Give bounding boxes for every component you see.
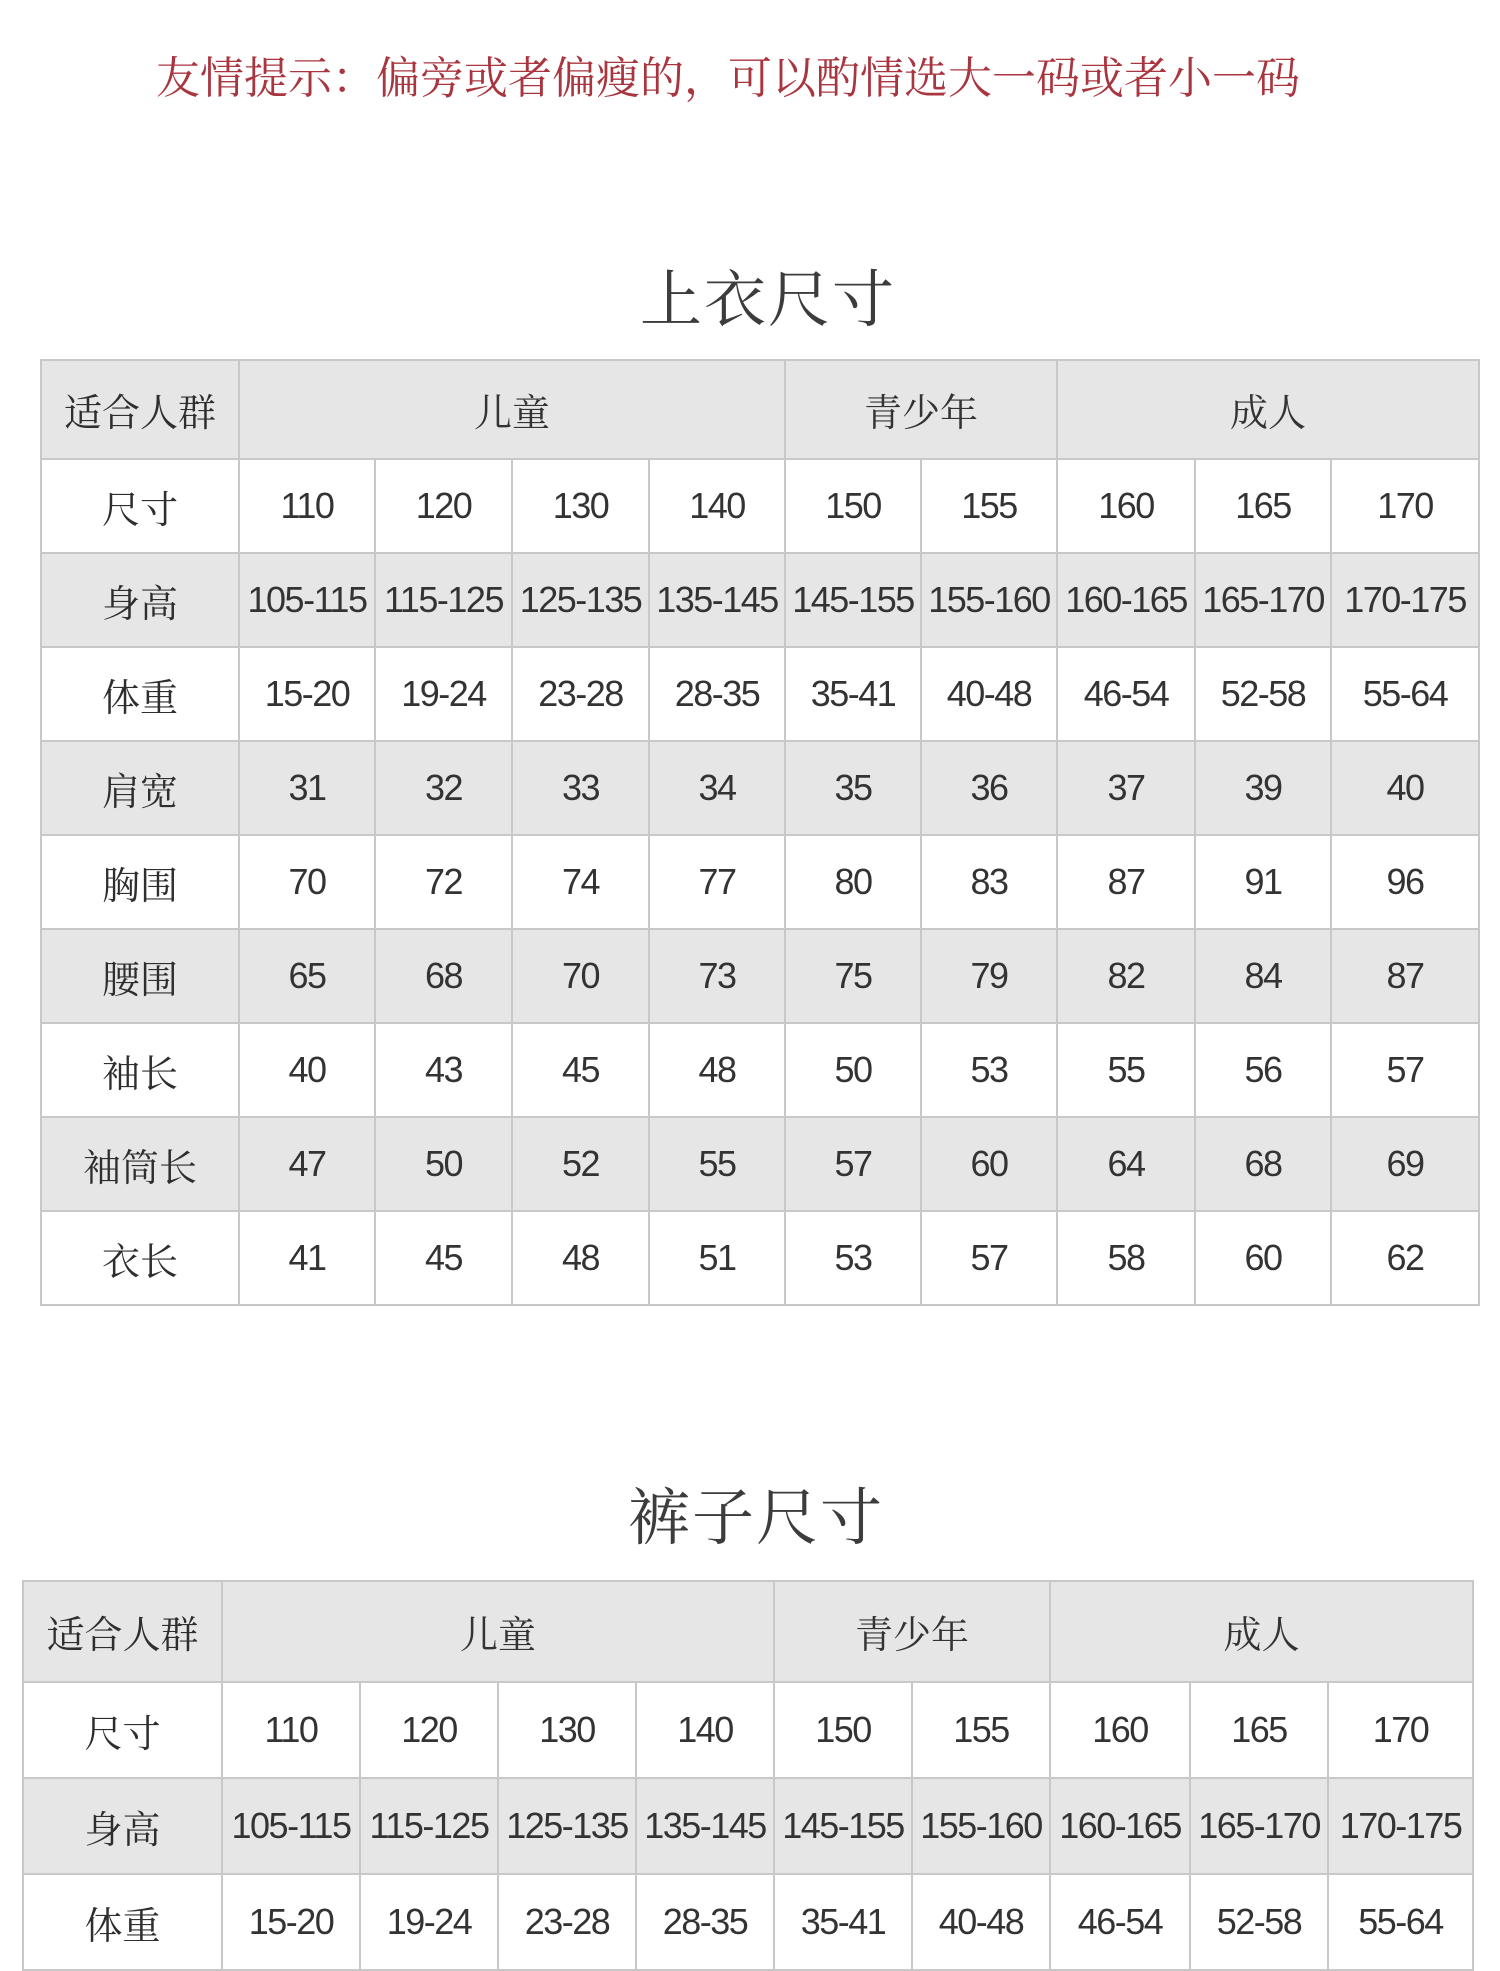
table-row <box>23 1778 1473 1874</box>
table-cell: 80 <box>785 835 921 929</box>
group-header-label: 适合人群 <box>41 360 239 459</box>
table-cell: 145-155 <box>785 553 921 647</box>
table-row <box>41 553 1479 647</box>
row-label: 尺寸 <box>41 459 239 553</box>
table-row <box>41 835 1479 929</box>
top-size-table <box>40 359 1480 1306</box>
table-cell: 19-24 <box>360 1874 498 1970</box>
table-cell: 160-165 <box>1057 553 1195 647</box>
table-cell: 52 <box>512 1117 649 1211</box>
table-cell: 82 <box>1057 929 1195 1023</box>
group-header-cell: 儿童 <box>239 360 785 459</box>
table-cell: 56 <box>1195 1023 1331 1117</box>
table-cell: 72 <box>375 835 512 929</box>
group-header-cell: 青少年 <box>785 360 1057 459</box>
row-label: 尺寸 <box>23 1682 222 1778</box>
table-cell: 74 <box>512 835 649 929</box>
table-cell: 47 <box>239 1117 375 1211</box>
table-cell: 170 <box>1331 459 1479 553</box>
table-cell: 39 <box>1195 741 1331 835</box>
table-cell: 40 <box>239 1023 375 1117</box>
table-cell: 60 <box>1195 1211 1331 1305</box>
table-cell: 33 <box>512 741 649 835</box>
pants-size-table <box>22 1580 1474 1971</box>
table-cell: 48 <box>512 1211 649 1305</box>
table-cell: 125-135 <box>498 1778 636 1874</box>
table-cell: 135-145 <box>649 553 785 647</box>
table-cell: 165-170 <box>1195 553 1331 647</box>
table-cell: 55-64 <box>1331 647 1479 741</box>
table-cell: 43 <box>375 1023 512 1117</box>
table-cell: 40-48 <box>912 1874 1050 1970</box>
table-cell: 96 <box>1331 835 1479 929</box>
table-cell: 45 <box>375 1211 512 1305</box>
table-cell: 70 <box>512 929 649 1023</box>
row-label: 身高 <box>23 1778 222 1874</box>
table-cell: 55 <box>649 1117 785 1211</box>
table-cell: 140 <box>636 1682 774 1778</box>
table-cell: 51 <box>649 1211 785 1305</box>
table-cell: 46-54 <box>1050 1874 1190 1970</box>
group-header-cell: 青少年 <box>774 1581 1050 1682</box>
table-cell: 160-165 <box>1050 1778 1190 1874</box>
table-cell: 46-54 <box>1057 647 1195 741</box>
table-cell: 34 <box>649 741 785 835</box>
table-cell: 55-64 <box>1328 1874 1473 1970</box>
table-cell: 155 <box>912 1682 1050 1778</box>
table-cell: 155-160 <box>921 553 1057 647</box>
table-cell: 28-35 <box>649 647 785 741</box>
table-cell: 62 <box>1331 1211 1479 1305</box>
table-cell: 41 <box>239 1211 375 1305</box>
row-label: 袖筒长 <box>41 1117 239 1211</box>
table-cell: 115-125 <box>360 1778 498 1874</box>
table-cell: 105-115 <box>222 1778 360 1874</box>
table-cell: 52-58 <box>1190 1874 1328 1970</box>
table-cell: 57 <box>1331 1023 1479 1117</box>
table-cell: 84 <box>1195 929 1331 1023</box>
table-row <box>41 1023 1479 1117</box>
table-cell: 45 <box>512 1023 649 1117</box>
row-label: 身高 <box>41 553 239 647</box>
table-row <box>41 929 1479 1023</box>
table-cell: 55 <box>1057 1023 1195 1117</box>
table-row <box>41 1211 1479 1305</box>
table-cell: 60 <box>921 1117 1057 1211</box>
group-header-cell: 成人 <box>1057 360 1479 459</box>
table-cell: 160 <box>1050 1682 1190 1778</box>
row-label: 胸围 <box>41 835 239 929</box>
table-cell: 170-175 <box>1331 553 1479 647</box>
table-cell: 155 <box>921 459 1057 553</box>
table-row <box>41 647 1479 741</box>
row-label: 袖长 <box>41 1023 239 1117</box>
table-cell: 68 <box>1195 1117 1331 1211</box>
row-label: 腰围 <box>41 929 239 1023</box>
table-cell: 125-135 <box>512 553 649 647</box>
row-label: 肩宽 <box>41 741 239 835</box>
table-cell: 19-24 <box>375 647 512 741</box>
table-cell: 130 <box>498 1682 636 1778</box>
table-cell: 50 <box>785 1023 921 1117</box>
table-cell: 57 <box>785 1117 921 1211</box>
row-label: 体重 <box>23 1874 222 1970</box>
size-tip: 友情提示：偏旁或者偏瘦的，可以酌情选大一码或者小一码 <box>156 53 1300 104</box>
table-cell: 53 <box>785 1211 921 1305</box>
table-cell: 150 <box>785 459 921 553</box>
table-cell: 105-115 <box>239 553 375 647</box>
table-row <box>41 459 1479 553</box>
group-header-row <box>41 360 1479 459</box>
table-cell: 120 <box>360 1682 498 1778</box>
table-cell: 170-175 <box>1328 1778 1473 1874</box>
table-cell: 35-41 <box>774 1874 912 1970</box>
table-cell: 36 <box>921 741 1057 835</box>
table-cell: 83 <box>921 835 1057 929</box>
table-cell: 68 <box>375 929 512 1023</box>
table-cell: 23-28 <box>512 647 649 741</box>
table-cell: 135-145 <box>636 1778 774 1874</box>
table-cell: 140 <box>649 459 785 553</box>
table-row <box>23 1874 1473 1970</box>
table-cell: 32 <box>375 741 512 835</box>
table-cell: 73 <box>649 929 785 1023</box>
table-cell: 64 <box>1057 1117 1195 1211</box>
table-cell: 155-160 <box>912 1778 1050 1874</box>
group-header-cell: 成人 <box>1050 1581 1473 1682</box>
table-cell: 110 <box>239 459 375 553</box>
table-cell: 53 <box>921 1023 1057 1117</box>
table-cell: 69 <box>1331 1117 1479 1211</box>
table-cell: 23-28 <box>498 1874 636 1970</box>
table-cell: 57 <box>921 1211 1057 1305</box>
pants-size-title: 裤子尺寸 <box>628 1481 885 1554</box>
table-cell: 145-155 <box>774 1778 912 1874</box>
table-cell: 130 <box>512 459 649 553</box>
table-cell: 165 <box>1190 1682 1328 1778</box>
table-cell: 87 <box>1331 929 1479 1023</box>
table-cell: 150 <box>774 1682 912 1778</box>
table-cell: 31 <box>239 741 375 835</box>
table-cell: 50 <box>375 1117 512 1211</box>
table-cell: 40 <box>1331 741 1479 835</box>
table-cell: 110 <box>222 1682 360 1778</box>
table-cell: 35 <box>785 741 921 835</box>
table-cell: 75 <box>785 929 921 1023</box>
table-cell: 28-35 <box>636 1874 774 1970</box>
table-cell: 91 <box>1195 835 1331 929</box>
table-cell: 48 <box>649 1023 785 1117</box>
table-cell: 87 <box>1057 835 1195 929</box>
group-header-row <box>23 1581 1473 1682</box>
table-cell: 160 <box>1057 459 1195 553</box>
table-row <box>23 1682 1473 1778</box>
table-cell: 79 <box>921 929 1057 1023</box>
table-cell: 70 <box>239 835 375 929</box>
table-cell: 170 <box>1328 1682 1473 1778</box>
table-cell: 35-41 <box>785 647 921 741</box>
table-cell: 58 <box>1057 1211 1195 1305</box>
table-cell: 165-170 <box>1190 1778 1328 1874</box>
table-cell: 65 <box>239 929 375 1023</box>
top-size-title: 上衣尺寸 <box>640 263 897 336</box>
table-row <box>41 1117 1479 1211</box>
table-cell: 165 <box>1195 459 1331 553</box>
table-cell: 52-58 <box>1195 647 1331 741</box>
table-cell: 120 <box>375 459 512 553</box>
row-label: 体重 <box>41 647 239 741</box>
table-cell: 15-20 <box>222 1874 360 1970</box>
table-cell: 115-125 <box>375 553 512 647</box>
row-label: 衣长 <box>41 1211 239 1305</box>
group-header-cell: 儿童 <box>222 1581 774 1682</box>
table-cell: 40-48 <box>921 647 1057 741</box>
table-row <box>41 741 1479 835</box>
table-cell: 15-20 <box>239 647 375 741</box>
table-cell: 37 <box>1057 741 1195 835</box>
group-header-label: 适合人群 <box>23 1581 222 1682</box>
table-cell: 77 <box>649 835 785 929</box>
